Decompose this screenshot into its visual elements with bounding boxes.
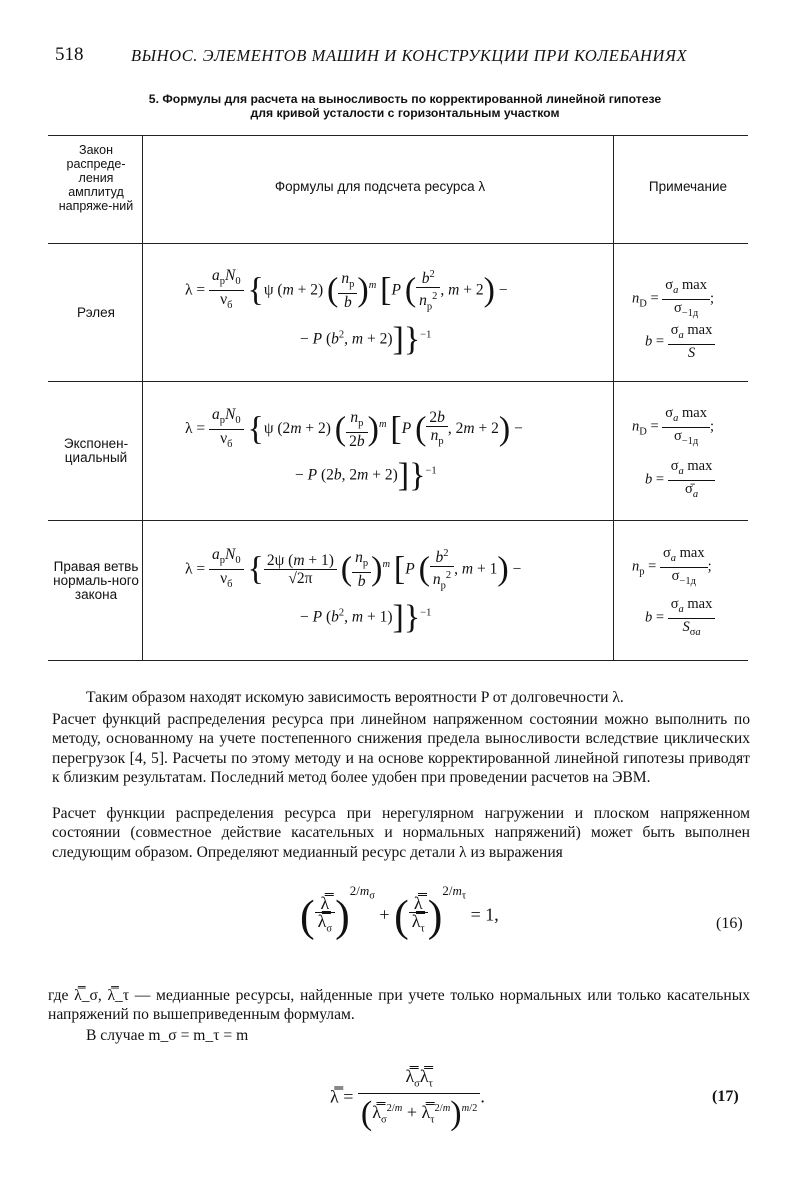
row1-formula-line1: λ = $\frac{a_pN_0}{\nu_б}$ {ψ (m + 2) ( $\frac{n_p}{b}$ )$^m$ [P ( $\frac{b^2}{n_p^2}$ , m + 2) − [185, 267, 508, 313]
page-number: 518 [55, 44, 84, 65]
table-bottom-rule [48, 660, 748, 661]
running-head-title: ВЫНОС. ЭЛЕМЕНТОВ МАШИН И КОНСТРУКЦИИ ПРИ КОЛЕБАНИЯХ [131, 46, 688, 65]
table-header-formulas: Формулы для подсчета ресурса λ [274, 179, 486, 194]
table-header-law: Закон распреде-ления амплитуд напряже-ний [58, 143, 134, 213]
row1-law: Рэлея [77, 305, 115, 320]
paragraph-5-text: В случае m_σ = m_τ = m [86, 1027, 249, 1044]
table-row-rule-2 [48, 520, 748, 521]
row1-note2: b = $\frac{\sigma_a \max}{S}$ [645, 322, 715, 362]
equation-16-number: (16) [716, 915, 743, 932]
row2-law: Экспонен-циальный [63, 436, 129, 465]
table-header-note: Примечание [648, 179, 728, 194]
table-caption [60, 92, 750, 120]
equation-16: ( $\frac{\lambda̿}{\lambda̿_\sigma}$ )$^{2/m_\sigma}$ + ( $\frac{\lambda̿}{\lambda̿_\tau}$ )$^{2/m_\tau}$ = 1, [300, 883, 499, 941]
paragraph-3-text: Расчет функции распределения ресурса при нерегулярном нагружении и плоском напряженном состоянии (совместное действие касательных и нормальных напряжений) может быть выполнен следующим образом. Определяют медианный ресурс детали λ из выражения [52, 805, 750, 861]
table-col-divider-1 [142, 135, 143, 661]
row1-note1: $n_D$ = $\frac{\sigma_a \max}{\sigma_{-1д}}$ ; [632, 277, 714, 319]
row2-note2: b = $\frac{\sigma_a \max}{\sigmā_a}$ [645, 458, 715, 503]
paragraph-1 [86, 688, 750, 707]
row2-formula-line2: − P (2b, 2m + 2)]}$^{-1}$ [295, 457, 437, 494]
paragraph-4 [48, 986, 750, 1025]
row3-law: Правая ветвь нормаль-ного закона [53, 559, 139, 602]
equation-17: λ̿ = $\frac{\lambda̿_\sigma\lambda̿_\tau}{(\lambda̿_\sigma^{2/m} + \lambda̿_\tau^{2/m})^{m/2}}$ . [330, 1066, 485, 1132]
table-caption-line1: 5. Формулы для расчета на выносливость по корректированной линейной гипотезе [148, 92, 662, 106]
paragraph-2-text: Расчет функций распределения ресурса при линейном напряженном состоянии можно выполнить по методу, основанному на учете постепенного снижения предела выносливости вследствие циклических перегрузок [4, 5]. Расчеты по этому методу и на основе корректированной линейной гипотезы приводят к близким результатам. Последний метод более удобен при проведении расчетов на ЭВМ. [52, 711, 750, 786]
paragraph-1-text: Таким образом находят искомую зависимость вероятности P от долговечности λ. [86, 689, 624, 706]
equation-17-number: (17) [712, 1088, 739, 1105]
row3-formula-line1: λ = $\frac{a_pN_0}{\nu_б}$ { $\frac{2\psi (m + 1)}{√2\pi}$ ( $\frac{n_p}{b}$ )$^m$ [P ( $\frac{b^2}{n_p^2}$ , m + 1) − [185, 546, 522, 592]
row3-note1: $n_p$ = $\frac{\sigma_a \max}{\sigma_{-1д}}$ ; [632, 545, 712, 587]
row3-note2: b = $\frac{\sigma_a \max}{S_{\sigma a}}$ [645, 596, 715, 641]
row2-formula-line1: λ = $\frac{a_pN_0}{\nu_б}$ {ψ (2m + 2) ( $\frac{n_p}{2b}$ )$^m$ [P ( $\frac{2b}{n_p}$ , 2m + 2) − [185, 406, 523, 451]
table-row-rule-1 [48, 381, 748, 382]
paragraph-5 [86, 1026, 750, 1045]
paragraph-3 [52, 804, 750, 862]
paragraph-4-text: где λ̿_σ, λ̿_τ — медианные ресурсы, найденные при учете только нормальных или только касательных напряжений по вышеприведенным формулам. [48, 987, 750, 1024]
table-caption-line2: для кривой усталости с горизонтальным участком [250, 106, 560, 120]
row3-formula-line2: − P ($b^2$, m + 1)]}$^{-1}$ [300, 599, 432, 636]
table-header-rule [48, 243, 748, 244]
row2-note1: $n_D$ = $\frac{\sigma_a \max}{\sigma_{-1д}}$ ; [632, 405, 714, 447]
paragraph-2 [52, 710, 750, 787]
table-top-rule [48, 135, 748, 136]
row1-formula-line2: − P ($b^2$, m + 2)]}$^{-1}$ [300, 321, 432, 358]
table-col-divider-2 [613, 135, 614, 661]
